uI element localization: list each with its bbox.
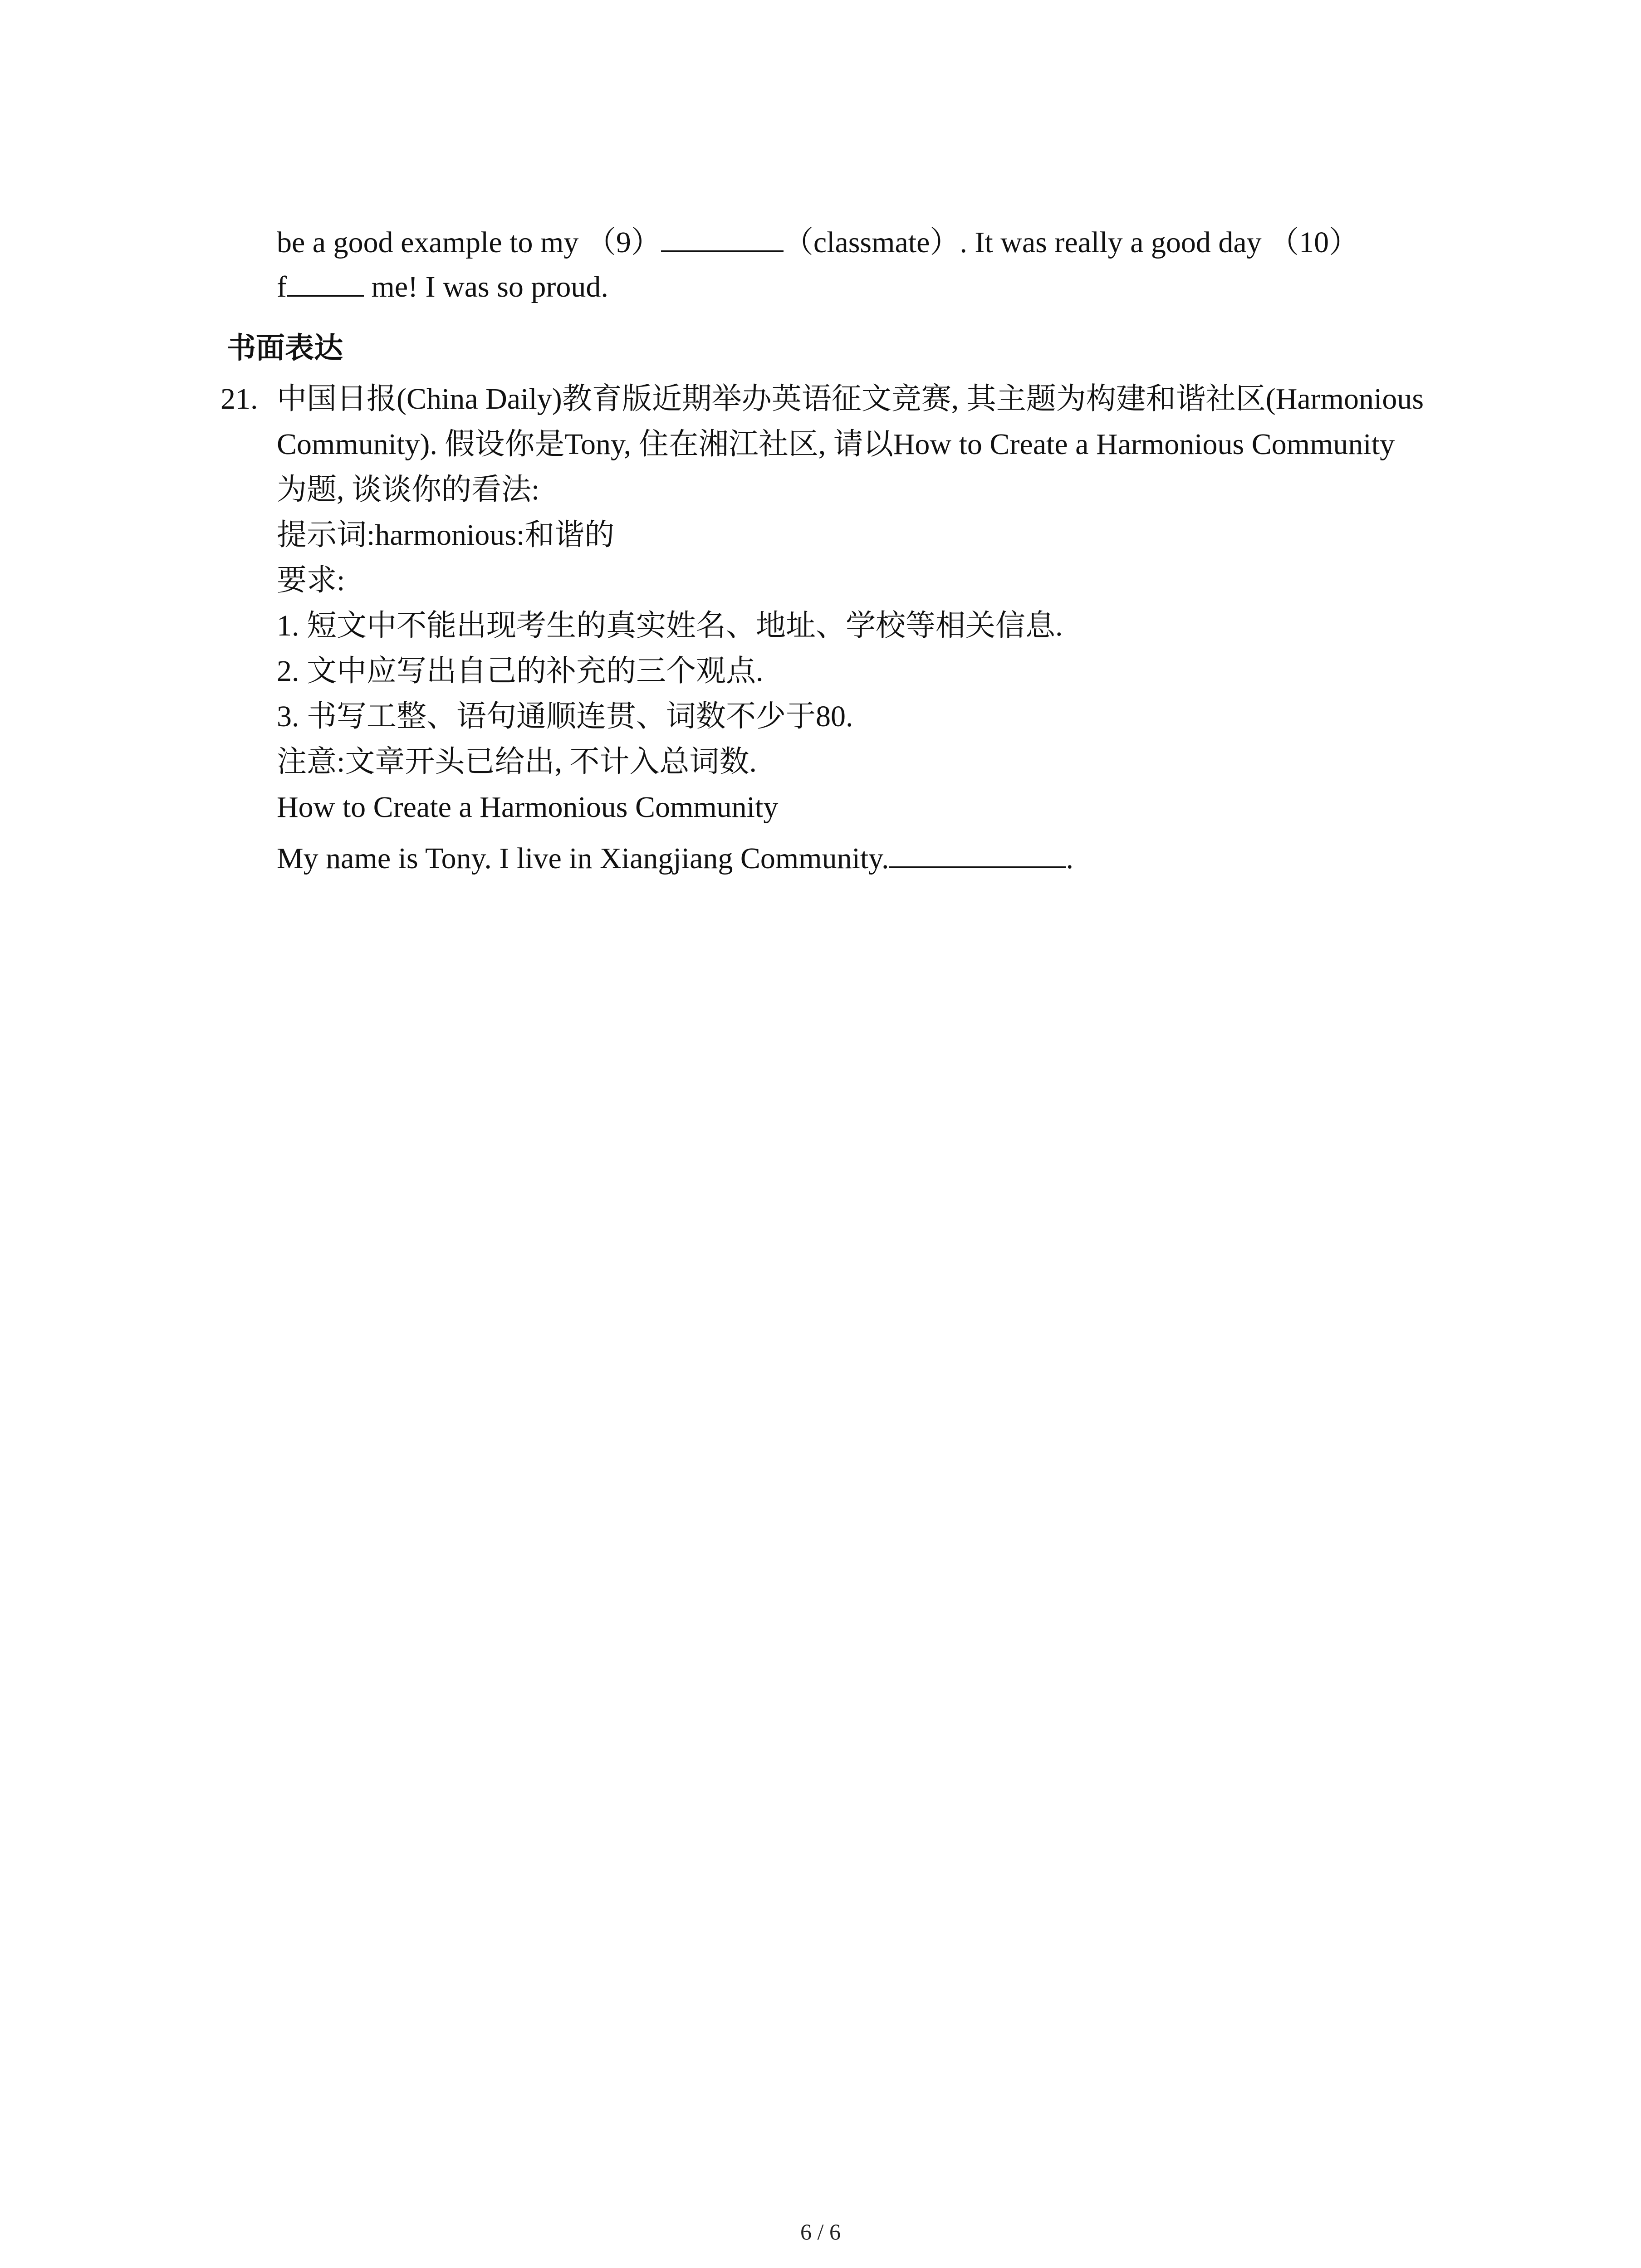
passage-text: me! I was so proud. xyxy=(363,270,608,303)
note-line: 注意:文章开头已给出, 不计入总词数. xyxy=(277,745,757,778)
requirement-item: 3. 书写工整、语句通顺连贯、词数不少于80. xyxy=(277,700,853,733)
requirements-label: 要求: xyxy=(277,564,345,597)
blank-9[interactable] xyxy=(661,222,784,252)
essay-title: How to Create a Harmonious Community xyxy=(277,791,779,824)
essay-answer-blank[interactable] xyxy=(889,838,1066,868)
question-prompt-line-1: 中国日报(China Daily)教育版近期举办英语征文竞赛, 其主题为构建和谐社区(Harmonious xyxy=(277,382,1424,415)
passage-line-1 xyxy=(277,222,1359,261)
passage-text: f xyxy=(277,270,287,303)
passage-text: be a good example to my （9） xyxy=(277,226,661,259)
essay-start-text: My name is Tony. I live in Xiangjiang Community. xyxy=(277,842,889,875)
page-number: 6 / 6 xyxy=(800,2219,841,2244)
requirement-item: 2. 文中应写出自己的补充的三个观点. xyxy=(277,655,764,688)
section-title: 书面表达 xyxy=(227,331,343,365)
blank-10[interactable] xyxy=(287,267,364,297)
requirement-item: 1. 短文中不能出现考生的真实姓名、地址、学校等相关信息. xyxy=(277,609,1063,642)
essay-start-line xyxy=(277,838,1073,877)
essay-end-text: . xyxy=(1066,842,1073,875)
passage-text: （classmate）. It was really a good day （10） xyxy=(783,226,1359,259)
passage-line-2 xyxy=(277,267,608,305)
hint-line: 提示词:harmonious:和谐的 xyxy=(277,518,615,552)
question-number: 21. xyxy=(220,382,258,415)
question-prompt-line-3: 为题, 谈谈你的看法: xyxy=(277,473,540,506)
question-prompt-line-2: Community). 假设你是Tony, 住在湘江社区, 请以How to Create a Harmonious Community xyxy=(277,428,1395,461)
